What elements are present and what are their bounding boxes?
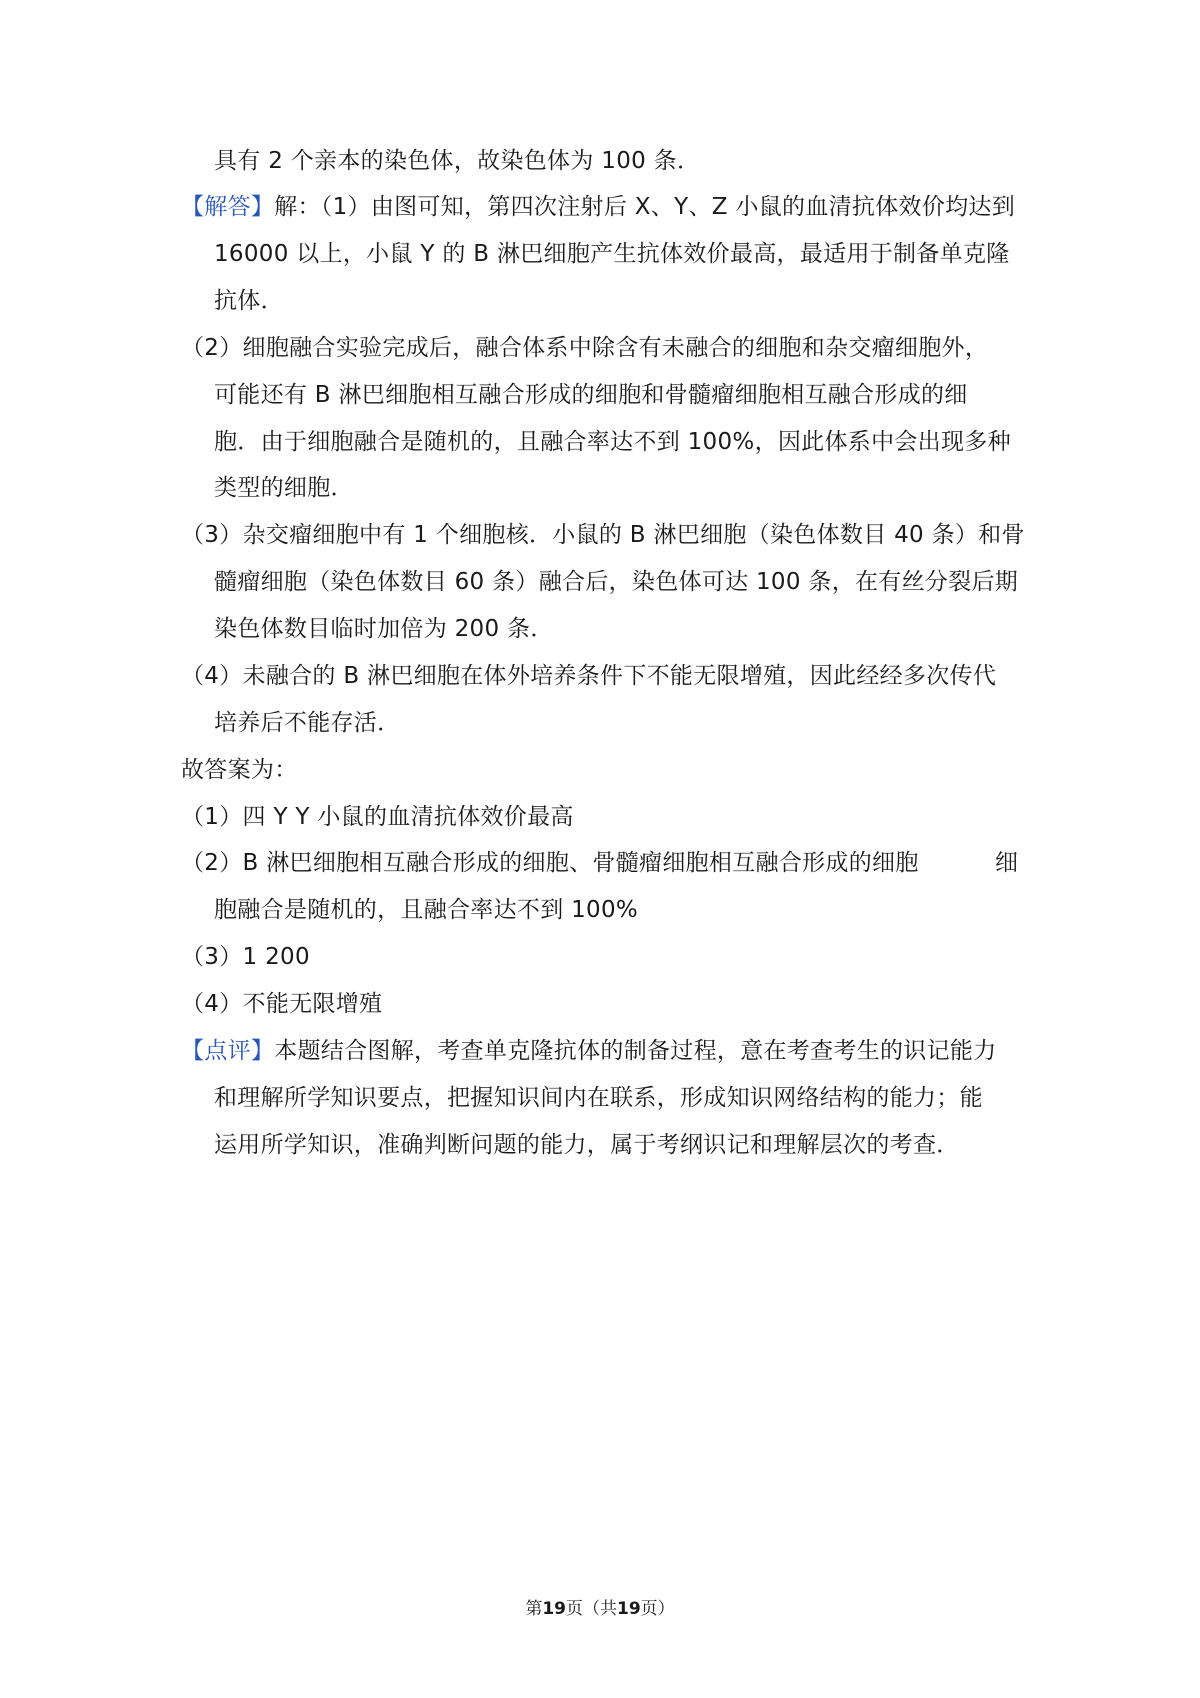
answer-item: （1）四 Y Y 小鼠的血清抗体效价最高 (181, 804, 574, 830)
answer-heading: 故答案为： (181, 757, 298, 783)
text-line: 可能还有 B 淋巴细胞相互融合形成的细胞和骨髓瘤细胞相互融合形成的细 (214, 382, 968, 408)
answer-item-tail: 细 (995, 850, 1019, 876)
text-line: 本题结合图解，考查单克隆抗体的制备过程，意在考查考生的识记能力 (274, 1038, 997, 1064)
text-line: 运用所学知识，准确判断问题的能力，属于考纲识记和理解层次的考查． (214, 1132, 960, 1158)
answer-item: （4）不能无限增殖 (181, 991, 383, 1017)
page-footer (0, 1598, 1200, 1620)
footer-page-total: 19 (617, 1599, 641, 1619)
answer-paragraph-line (181, 192, 1015, 222)
text-line: 和理解所学知识要点，把握知识间内在联系，形成知识网络结构的能力；能 (214, 1085, 983, 1111)
answer-item: （3）1 200 (181, 944, 310, 970)
text-line: 解：（1）由图可知，第四次注射后 X、Y、Z 小鼠的血清抗体效价均达到 (274, 194, 1016, 220)
comment-paragraph-line (181, 1036, 997, 1066)
text-line: （4）未融合的 B 淋巴细胞在体外培养条件下不能无限增殖，因此经经多次传代 (181, 663, 997, 689)
text-line: 染色体数目临时加倍为 200 条． (214, 616, 554, 642)
text-line: 髓瘤细胞（染色体数目 60 条）融合后，染色体可达 100 条，在有丝分裂后期 (214, 569, 1019, 595)
footer-suffix: 页） (640, 1599, 675, 1619)
answer-item: （2）B 淋巴细胞相互融合形成的细胞、骨髓瘤细胞相互融合形成的细胞 (181, 850, 919, 876)
answer-item: 胞融合是随机的，且融合率达不到 100% (214, 897, 639, 923)
text-line: （3）杂交瘤细胞中有 1 个细胞核．小鼠的 B 淋巴细胞（染色体数目 40 条）和骨 (181, 522, 1025, 548)
text-line: 具有 2 个亲本的染色体，故染色体为 100 条． (214, 148, 701, 174)
text-line: 胞．由于细胞融合是随机的，且融合率达不到 100%，因此体系中会出现多种 (214, 429, 1011, 455)
text-line: 类型的细胞． (214, 475, 354, 501)
text-line: 培养后不能存活． (214, 710, 401, 736)
text-line: （2）细胞融合实验完成后，融合体系中除含有未融合的细胞和杂交瘤细胞外， (181, 335, 989, 361)
comment-label: 【点评】 (181, 1038, 275, 1064)
footer-prefix: 第 (525, 1599, 543, 1619)
text-line: 16000 以上，小鼠 Y 的 B 淋巴细胞产生抗体效价最高，最适用于制备单克隆 (214, 241, 1010, 267)
text-line: 抗体． (214, 288, 284, 314)
footer-page-number: 19 (542, 1599, 566, 1619)
answer-label: 【解答】 (181, 194, 275, 220)
footer-middle: 页（共 (566, 1599, 617, 1619)
